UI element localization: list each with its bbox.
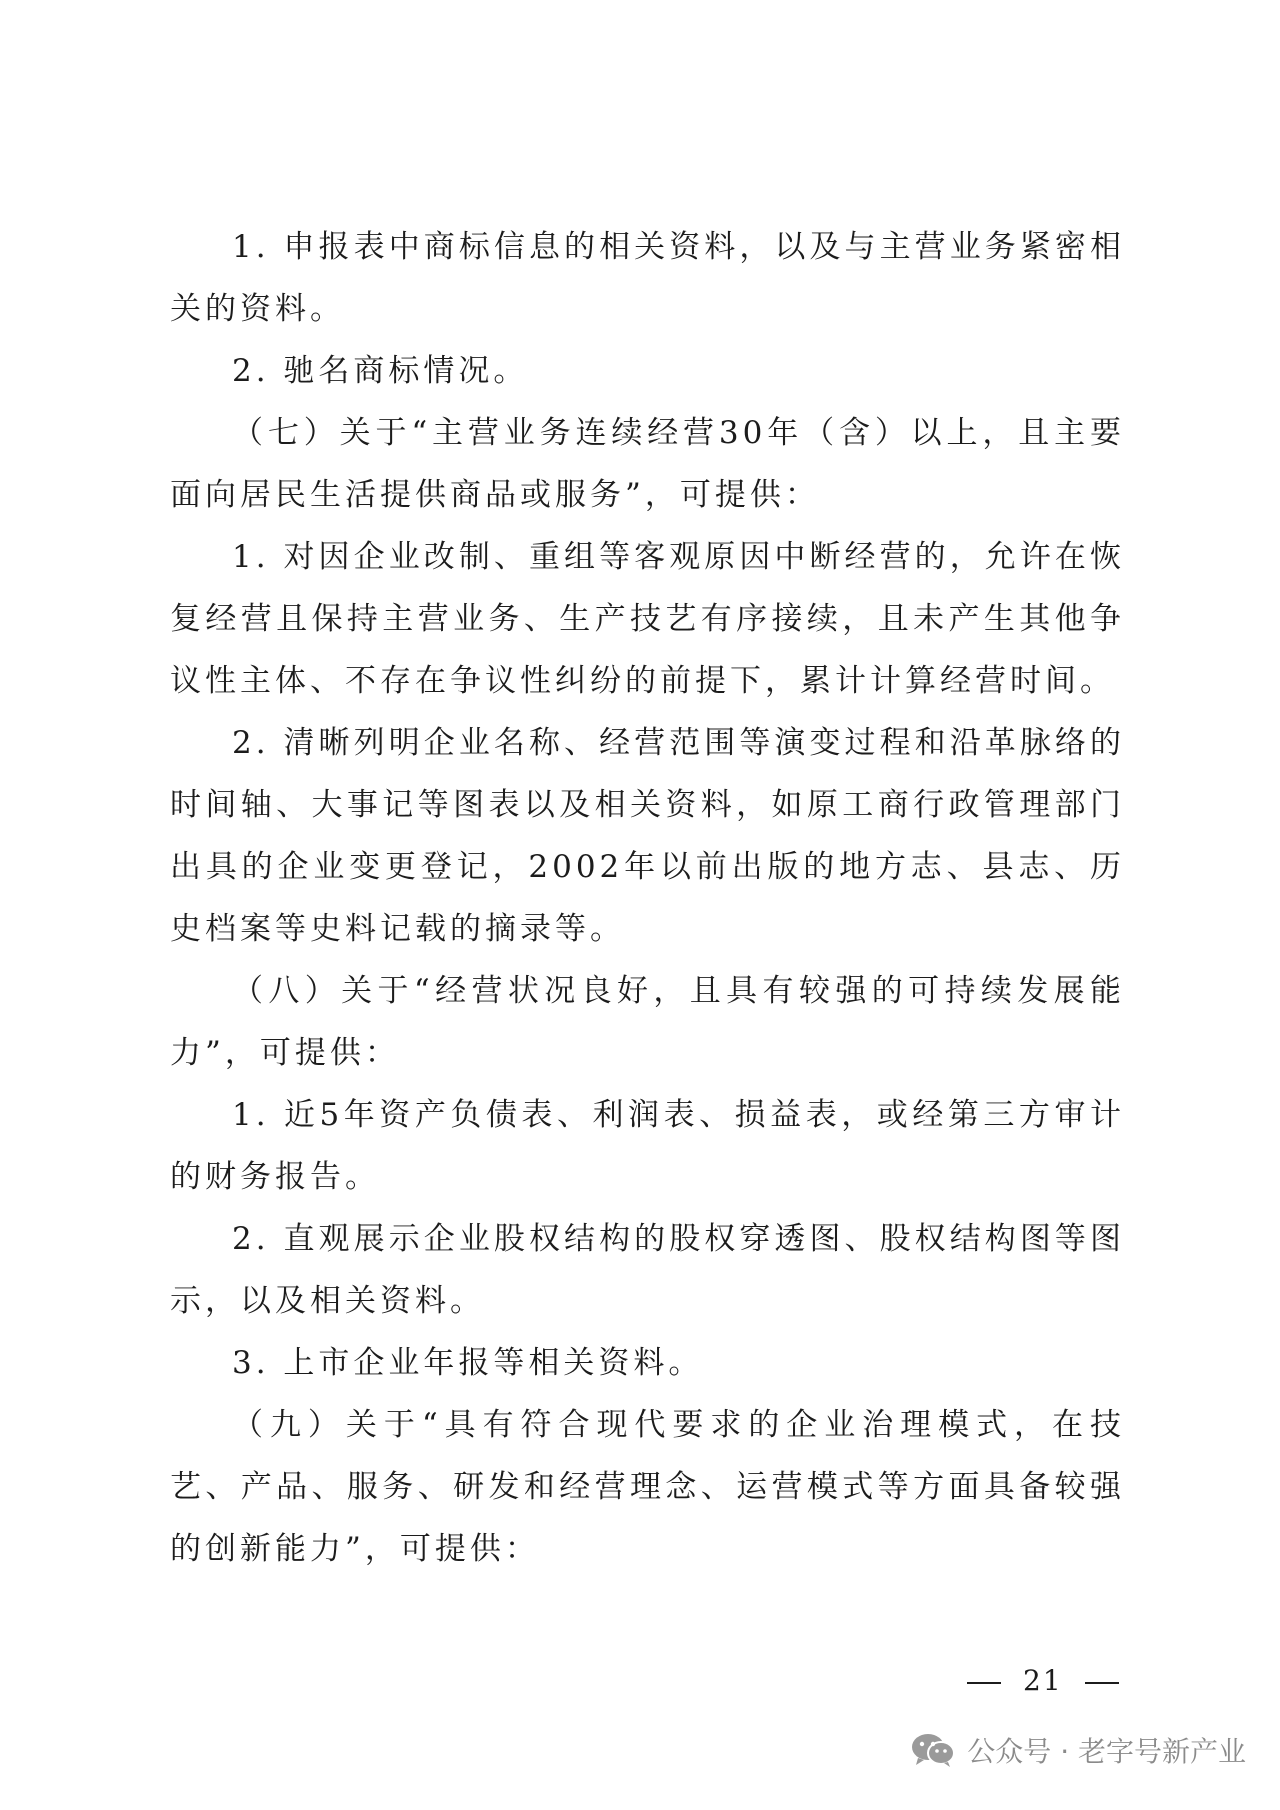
paragraph: （九）关于“具有符合现代要求的企业治理模式，在技艺、产品、服务、研发和经营理念、运营模式等方面具备较强的创新能力”，可提供： <box>170 1407 1125 1567</box>
dash-left <box>967 1682 1001 1684</box>
paragraph: 2. 直观展示企业股权结构的股权穿透图、股权结构图等图示，以及相关资料。 <box>170 1221 1125 1319</box>
watermark <box>909 1730 1246 1770</box>
paragraph: 1. 近5年资产负债表、利润表、损益表，或经第三方审计的财务报告。 <box>170 1097 1125 1195</box>
page-number <box>945 1664 1141 1697</box>
dash-right <box>1085 1682 1119 1684</box>
paragraph: 2. 清晰列明企业名称、经营范围等演变过程和沿革脉络的时间轴、大事记等图表以及相关资料，如原工商行政管理部门出具的企业变更登记，2002年以前出版的地方志、县志、历史档案等史料记载的摘录等。 <box>170 725 1125 947</box>
watermark-text: 公众号 · 老字号新产业 <box>967 1735 1246 1768</box>
wechat-icon <box>909 1732 957 1768</box>
paragraph: （八）关于“经营状况良好，且具有较强的可持续发展能力”，可提供： <box>170 973 1125 1071</box>
paragraph: （七）关于“主营业务连续经营30年（含）以上，且主要面向居民生活提供商品或服务”，可提供： <box>170 415 1125 513</box>
paragraph: 1. 申报表中商标信息的相关资料，以及与主营业务紧密相关的资料。 <box>170 229 1125 327</box>
paragraph: 2. 驰名商标情况。 <box>232 353 529 389</box>
paragraph: 1. 对因企业改制、重组等客观原因中断经营的，允许在恢复经营且保持主营业务、生产技艺有序接续，且未产生其他争议性主体、不存在争议性纠纷的前提下，累计计算经营时间。 <box>170 539 1125 699</box>
paragraph: 3. 上市企业年报等相关资料。 <box>232 1345 704 1381</box>
page-number-text: 21 <box>1023 1664 1063 1697</box>
document-body <box>170 216 1125 1580</box>
